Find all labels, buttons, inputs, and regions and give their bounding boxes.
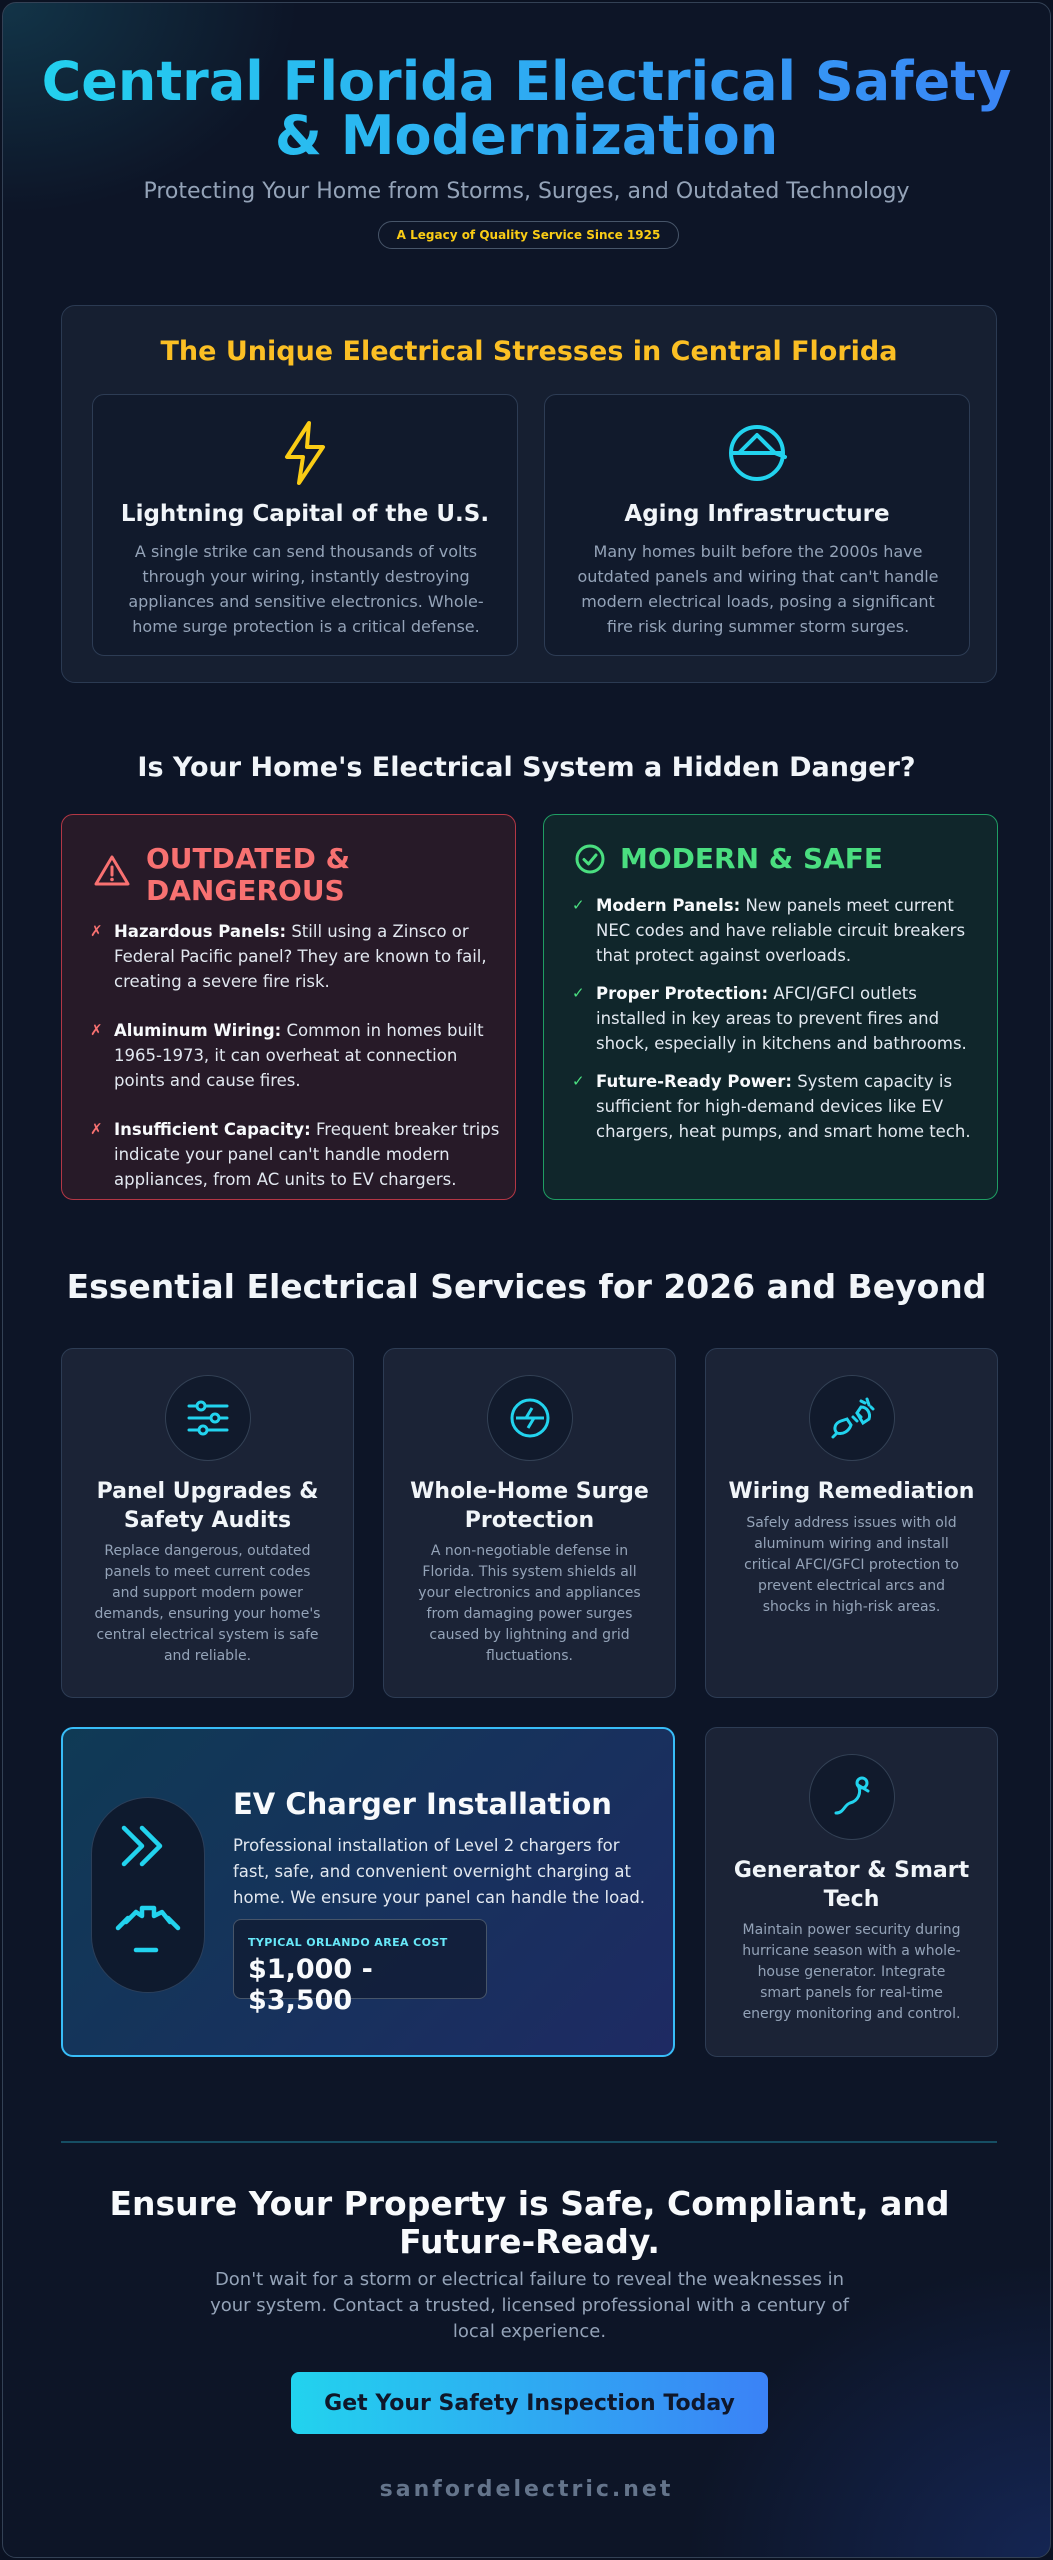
service-card-panel-upgrades xyxy=(61,1348,354,1698)
ev-title: EV Charger Installation xyxy=(233,1787,612,1821)
aging-infrastructure-icon xyxy=(721,417,793,493)
stress-card-title: Lightning Capital of the U.S. xyxy=(120,501,490,527)
ev-icon-pill xyxy=(91,1797,205,1993)
safety-inspection-button[interactable]: Get Your Safety Inspection Today xyxy=(291,2372,768,2434)
stress-card-lightning xyxy=(92,394,518,656)
section-divider xyxy=(61,2141,997,2143)
services-title: Essential Electrical Services for 2026 and Beyond xyxy=(66,1267,987,1306)
cost-label: TYPICAL ORLANDO AREA COST xyxy=(248,1936,448,1949)
ev-text: Professional installation of Level 2 chargers for fast, safe, and convenient overnight charging at home. We ensure your panel can handle the load. xyxy=(233,1836,646,1907)
legacy-badge: A Legacy of Quality Service Since 1925 xyxy=(378,221,679,249)
service-card-wiring xyxy=(705,1348,998,1698)
modern-title: MODERN & SAFE xyxy=(620,842,884,875)
item-label: Modern Panels: xyxy=(596,896,741,915)
item-text: AFCI/GFCI outlets installed in key areas to prevent fires and shock, especially in kitchens and bathrooms. xyxy=(596,984,967,1053)
service-card-surge-protection xyxy=(383,1348,676,1698)
check-icon: ✓ xyxy=(572,896,585,914)
lightning-icon xyxy=(273,417,337,493)
ev-charger-card xyxy=(61,1727,675,2057)
service-text: Safely address issues with old aluminum wiring and install critical AFCI/GFCI protection to prevent electrical arcs and shocks in high-risk areas. xyxy=(744,1515,959,1615)
modern-item xyxy=(572,1069,972,1144)
page-title xyxy=(3,50,1050,167)
x-icon: ✗ xyxy=(90,922,103,940)
outdated-header xyxy=(92,843,376,907)
sliders-icon xyxy=(165,1375,251,1461)
service-text: Replace dangerous, outdated panels to meet current codes and support modern power demands, ensuring your home's central electrical system is safe and reliable. xyxy=(94,1543,321,1664)
item-text: System capacity is sufficient for high-demand devices like EV chargers, heat pumps, and smart home tech. xyxy=(596,1072,971,1141)
title-line-1: Central Florida Electrical Safety xyxy=(41,50,1012,113)
outdated-list xyxy=(90,919,500,1192)
surge-protector-icon xyxy=(487,1375,573,1461)
service-text: Maintain power security during hurricane season with a whole-house generator. Integrate smart panels for real-time energy monitoring and control. xyxy=(742,1922,961,2022)
warning-icon xyxy=(92,853,132,889)
stress-card-text: Many homes built before the 2000s have outdated panels and wiring that can't handle modern electrical loads, posing a significant fire risk during summer storm surges. xyxy=(577,542,939,636)
stresses-title: The Unique Electrical Stresses in Central Florida xyxy=(160,336,898,367)
item-label: Proper Protection: xyxy=(596,984,769,1003)
item-label: Insufficient Capacity: xyxy=(114,1120,311,1139)
stresses-panel xyxy=(61,305,997,683)
cost-box xyxy=(233,1919,487,2016)
check-circle-icon xyxy=(574,843,606,875)
item-text: Common in homes built 1965-1973, it can overheat at connection points and cause fires. xyxy=(114,1021,484,1090)
danger-title: Is Your Home's Electrical System a Hidden Danger? xyxy=(137,752,916,783)
modern-header xyxy=(574,843,883,875)
website-link[interactable]: sanfordelectric.net xyxy=(379,2477,674,2502)
check-icon: ✓ xyxy=(572,984,585,1002)
service-text: A non-negotiable defense in Florida. This system shields all your electronics and appliances from damaging power surges caused by lightning and grid fluctuations. xyxy=(418,1543,641,1664)
service-title: Generator & Smart Tech xyxy=(733,1858,970,1912)
check-icon: ✓ xyxy=(572,1072,585,1090)
ev-charger-icon xyxy=(92,1798,206,1994)
outdated-item xyxy=(90,1018,500,1093)
x-icon: ✗ xyxy=(90,1120,103,1138)
title-line-2: & Modernization xyxy=(274,104,779,167)
service-title: Wiring Remediation xyxy=(728,1479,975,1504)
modern-item xyxy=(572,981,972,1056)
cost-value: $1,000 - $3,500 xyxy=(248,1954,373,2016)
service-card-generator xyxy=(705,1727,998,2057)
outdated-item xyxy=(90,919,500,994)
stress-card-aging xyxy=(544,394,970,656)
service-title: Panel Upgrades & Safety Audits xyxy=(96,1479,319,1533)
item-label: Aluminum Wiring: xyxy=(114,1021,282,1040)
outdated-item xyxy=(90,1117,500,1192)
item-text: Frequent breaker trips indicate your panel can't handle modern appliances, from AC units to EV chargers. xyxy=(114,1120,500,1189)
cta-title: Ensure Your Property is Safe, Compliant, and Future-Ready. xyxy=(109,2184,950,2261)
item-label: Hazardous Panels: xyxy=(114,922,287,941)
stress-card-title: Aging Infrastructure xyxy=(624,501,890,527)
outdated-title: OUTDATED & DANGEROUS xyxy=(146,842,351,907)
modern-list xyxy=(572,893,972,1144)
infographic-page xyxy=(2,2,1051,2558)
item-text: Still using a Zinsco or Federal Pacific panel? They are known to fail, creating a severe fire risk. xyxy=(114,922,487,991)
page-subtitle: Protecting Your Home from Storms, Surges, and Outdated Technology xyxy=(143,179,910,204)
modern-card xyxy=(543,814,998,1200)
modern-item xyxy=(572,893,972,968)
x-icon: ✗ xyxy=(90,1021,103,1039)
outdated-card xyxy=(61,814,516,1200)
generator-icon xyxy=(809,1754,895,1840)
cta-text: Don't wait for a storm or electrical failure to reveal the weaknesses in your system. Contact a trusted, licensed professional with a century of local experience. xyxy=(210,2269,849,2342)
item-text: New panels meet current NEC codes and have reliable circuit breakers that protect against overloads. xyxy=(596,896,966,965)
plug-icon xyxy=(809,1375,895,1461)
service-title: Whole-Home Surge Protection xyxy=(410,1479,649,1533)
stress-card-text: A single strike can send thousands of volts through your wiring, instantly destroying appliances and sensitive electronics. Whole-home surge protection is a critical defense. xyxy=(128,542,484,636)
item-label: Future-Ready Power: xyxy=(596,1072,792,1091)
